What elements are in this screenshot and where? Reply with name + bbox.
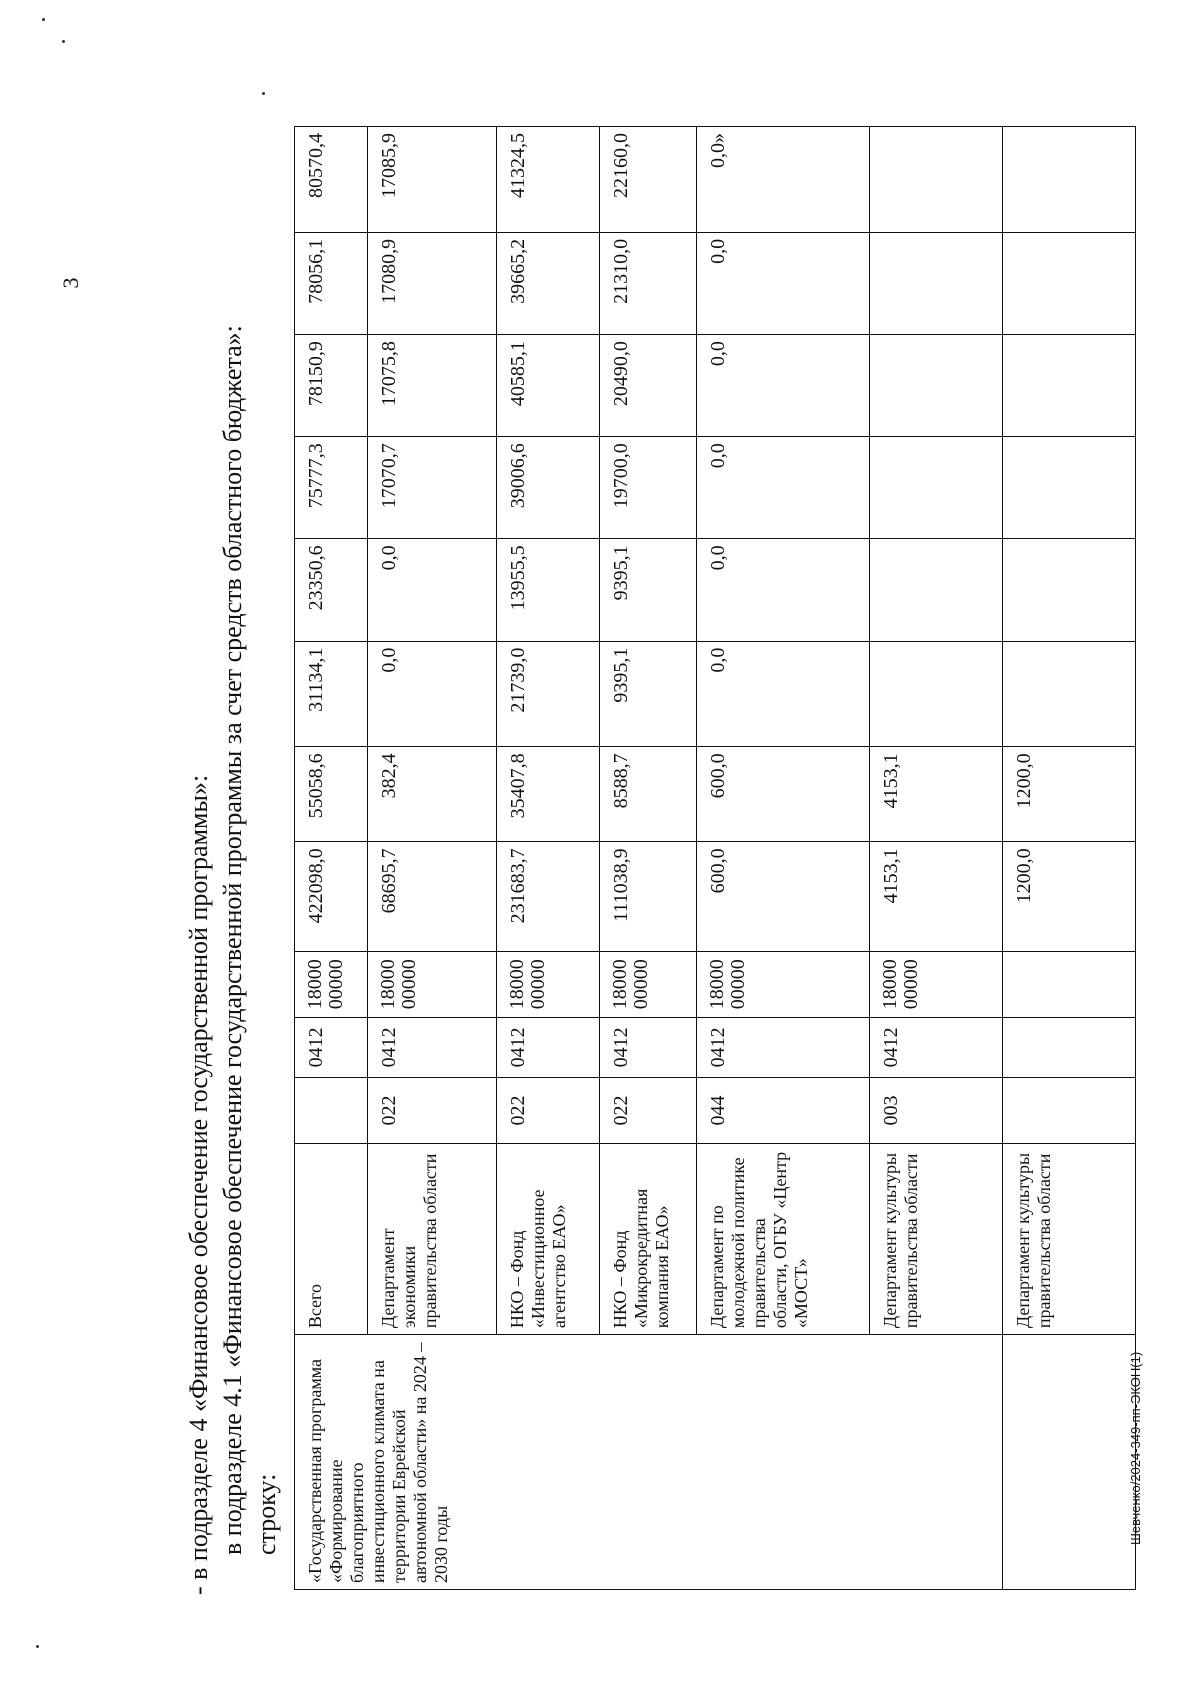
value-cell: 4153,1 — [870, 747, 1003, 842]
intro-text — [182, 130, 284, 1595]
intro-line-1: - в подразделе 4 «Финансовое обеспечение государственной программы»: — [184, 774, 213, 1595]
scan-speck — [42, 18, 45, 21]
table-row — [1003, 127, 1136, 1590]
value-cell: 17080,9 — [368, 232, 497, 334]
rotated-content — [182, 130, 1136, 1595]
rzpr-code: 0412 — [600, 1017, 697, 1077]
csr-code: 1800000000 — [295, 951, 368, 1017]
value-cell: 13955,5 — [497, 539, 600, 641]
row-name: Департамент по молодежной политике правительства области, ОГБУ «Центр «МОСТ» — [697, 1144, 870, 1335]
rzpr-code — [1003, 1017, 1136, 1077]
grbs-code: 022 — [497, 1077, 600, 1143]
value-cell: 19700,0 — [600, 437, 697, 539]
value-cell — [870, 437, 1003, 539]
value-cell — [1003, 437, 1136, 539]
value-cell: 20490,0 — [600, 335, 697, 437]
value-cell: 0,0 — [368, 539, 497, 641]
grbs-code: 022 — [368, 1077, 497, 1143]
value-cell: 0,0 — [368, 641, 497, 747]
csr-code: 1800000000 — [870, 951, 1003, 1017]
scan-speck — [262, 92, 265, 95]
value-cell — [1003, 641, 1136, 747]
value-total: 600,0 — [697, 842, 870, 951]
value-cell: 80570,4 — [295, 127, 368, 233]
intro-line-2: в подразделе 4.1 «Финансовое обеспечение государственной программы за счет средств областного бюджета»: — [218, 325, 247, 1555]
value-cell: 78056,1 — [295, 232, 368, 334]
value-cell — [1003, 127, 1136, 233]
value-cell: 31134,1 — [295, 641, 368, 747]
value-cell: 55058,6 — [295, 747, 368, 842]
value-cell: 9395,1 — [600, 539, 697, 641]
csr-code: 1800000000 — [600, 951, 697, 1017]
value-cell — [870, 127, 1003, 233]
scan-speck — [36, 1645, 39, 1648]
value-cell: 1200,0 — [1003, 747, 1136, 842]
value-cell: 9395,1 — [600, 641, 697, 747]
program-name-cell: «Государственная программа «Формирование благоприятного инвестиционного климата на территории Еврейской автономной области» на 2024 – 2030 годы — [295, 1335, 1003, 1590]
value-cell: 8588,7 — [600, 747, 697, 842]
rzpr-code: 0412 — [368, 1017, 497, 1077]
grbs-code: 022 — [600, 1077, 697, 1143]
row-name: НКО – Фонд «Микрокредитная компания ЕАО» — [600, 1144, 697, 1335]
row-name: Департамент экономики правительства области — [368, 1144, 497, 1335]
value-cell: 39006,6 — [497, 437, 600, 539]
value-cell: 21739,0 — [497, 641, 600, 747]
value-cell: 23350,6 — [295, 539, 368, 641]
value-cell — [870, 641, 1003, 747]
grbs-code — [295, 1077, 368, 1143]
value-cell: 382,4 — [368, 747, 497, 842]
grbs-code — [1003, 1077, 1136, 1143]
value-cell — [870, 335, 1003, 437]
row-name: Департамент культуры правительства области — [870, 1144, 1003, 1335]
csr-code — [1003, 951, 1136, 1017]
scan-speck — [62, 40, 65, 43]
value-cell — [1003, 335, 1136, 437]
value-total: 231683,7 — [497, 842, 600, 951]
value-total: 1200,0 — [1003, 842, 1136, 951]
value-total: 68695,7 — [368, 842, 497, 951]
program-name-continuation — [1003, 1335, 1136, 1590]
row-name: Департамент культуры правительства области — [1003, 1144, 1136, 1335]
value-cell: 75777,3 — [295, 437, 368, 539]
rzpr-code: 0412 — [870, 1017, 1003, 1077]
value-cell — [870, 232, 1003, 334]
rzpr-code: 0412 — [295, 1017, 368, 1077]
value-cell — [1003, 232, 1136, 334]
budget-table — [294, 126, 1136, 1590]
value-cell: 600,0 — [697, 747, 870, 842]
value-cell: 17075,8 — [368, 335, 497, 437]
value-cell — [870, 539, 1003, 641]
value-total: 111038,9 — [600, 842, 697, 951]
value-cell: 17085,9 — [368, 127, 497, 233]
csr-code: 1800000000 — [697, 951, 870, 1017]
value-cell: 41324,5 — [497, 127, 600, 233]
value-cell: 40585,1 — [497, 335, 600, 437]
value-cell: 0,0 — [697, 539, 870, 641]
value-cell: 21310,0 — [600, 232, 697, 334]
value-cell: 39665,2 — [497, 232, 600, 334]
value-total: 4153,1 — [870, 842, 1003, 951]
value-cell: 0,0 — [697, 335, 870, 437]
intro-line-3: строку: — [252, 1473, 281, 1555]
row-name: Всего — [295, 1144, 368, 1335]
row-name: НКО – Фонд «Инвестиционное агентство ЕАО» — [497, 1144, 600, 1335]
document-id: Шевченко/2024-349-пп-ЭКОН(1) — [1128, 1351, 1143, 1545]
value-cell: 0,0» — [697, 127, 870, 233]
value-cell: 0,0 — [697, 232, 870, 334]
value-cell: 17070,7 — [368, 437, 497, 539]
value-cell: 0,0 — [697, 437, 870, 539]
grbs-code: 003 — [870, 1077, 1003, 1143]
csr-code: 1800000000 — [368, 951, 497, 1017]
rzpr-code: 0412 — [497, 1017, 600, 1077]
value-total: 422098,0 — [295, 842, 368, 951]
table-row — [295, 127, 368, 1590]
grbs-code: 044 — [697, 1077, 870, 1143]
csr-code: 1800000000 — [497, 951, 600, 1017]
rzpr-code: 0412 — [697, 1017, 870, 1077]
value-cell: 22160,0 — [600, 127, 697, 233]
value-cell — [1003, 539, 1136, 641]
value-cell: 35407,8 — [497, 747, 600, 842]
value-cell: 0,0 — [697, 641, 870, 747]
value-cell: 78150,9 — [295, 335, 368, 437]
